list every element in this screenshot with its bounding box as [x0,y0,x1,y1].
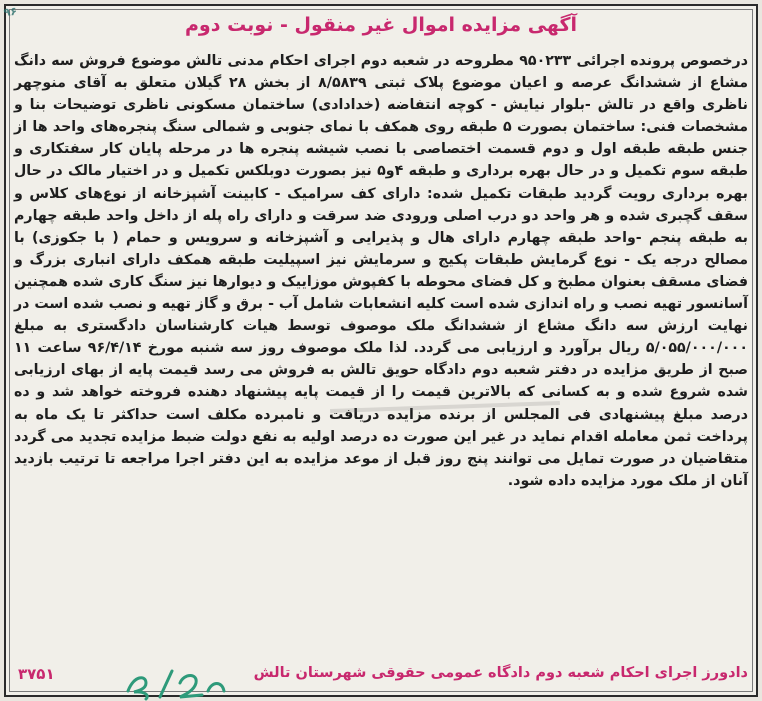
ad-title: آگهی مزایده اموال غیر منقول - نوبت دوم [184,14,578,36]
ad-code-number: ۳۷۵۱ [18,665,55,683]
issuing-authority: دادورز اجرای احکام شعبه دوم دادگاه عمومی حقوقی شهرستان تالش [253,665,748,681]
ad-body-text: درخصوص پرونده اجرائی ۹۵۰۲۳۳ مطروحه در شعبه دوم اجرای احکام مدنی تالش موضوع فروش سه دانگ مشاع از ششدانگ عرصه و اعیان موضوع پلاک ثبتی ۸/۵۸۳۹ از بخش ۲۸ گیلان متعلق به آقای منوچهر ناظری واقع در تالش -بلوار نیایش - کوچه انتفاضه (خدادادی) ساختمان مسکونی ناظری توضیحات بنا و مشخصات فنی: ساختمان بصورت ۵ طبقه روی همکف با نمای جنوبی و شمالی سنگ پنجره‌های واحد ها از جنس طبقه طبقه اول و دوم قسمت اختصاصی با نصب شیشه پنجره ها در مرحله پایان کار سفتکاری و طبقه سوم تکمیل و در حال بهره برداری و طبقه ۴و۵ نیز بصورت دوبلکس تکمیل و در اختیار مالک در حال بهره برداری رویت گردید طبقات تکمیل شده: دارای کف سرامیک - کابینت آشپزخانه از نوع‌های کلاس و سقف گچبری شده و هر واحد دو درب اصلی ورودی ضد سرقت و دارای راه پله از داخل واحد طبقه چهارم به طبقه پنجم -واحد طبقه چهارم دارای هال و پذیرایی و آشپزخانه و سرویس و حمام ( با جکوزی) با مصالح درجه یک - نوع گرمایش طبقات پکیج و سرمایش نیز اسپیلیت طبقه همکف دارای انباری بزرگ و فضای مسقف بعنوان مطبخ و کل فضای محوطه با کفپوش موزاییک و دیوارها نیز سنگ کاری شده همچنین آسانسور تهیه نصب و راه اندازی شده است کلیه انشعابات شامل آب - برق و گاز تهیه و نصب شده است در نهایت ارزش سه دانگ مشاع از ششدانگ ملک موصوف توسط هیات کارشناسان دادگستری به مبلغ ۵/۰۵۵/۰۰۰/۰۰۰ ریال برآورد و ارزیابی می گردد. لذا ملک موصوف روز سه شنبه مورخ ۹۶/۴/۱۴ ساعت ۱۱ صبح از طریق مزایده در دفتر شعبه دوم دادگاه حویق تالش به فروش می رسد قیمت پایه از بهای ارزیابی شده شروع شده و به کسانی که بالاترین قیمت را از قیمت پایه پیشنهاد دهنده فروخته خواهد شد و ده درصد مبلغ پیشنهادی فی المجلس از برنده مزایده دریافت و نامبرده مکلف است حداکثر تا یک ماه به پرداخت ثمن معامله اقدام نماید در غیر این صورت ده درصد اولیه به نفع دولت ضبط مزایده تجدید می گردد متقاضیان در صورت تمایل می توانند پنج روز قبل از موعد مزایده به این دفتر اجرا مراجعه تا ترتیب بازدید آنان از ملک مورد مزایده داده شود. [14,53,748,489]
handwritten-mark [120,661,230,701]
corner-stamp: ۹۶ [2,4,18,20]
